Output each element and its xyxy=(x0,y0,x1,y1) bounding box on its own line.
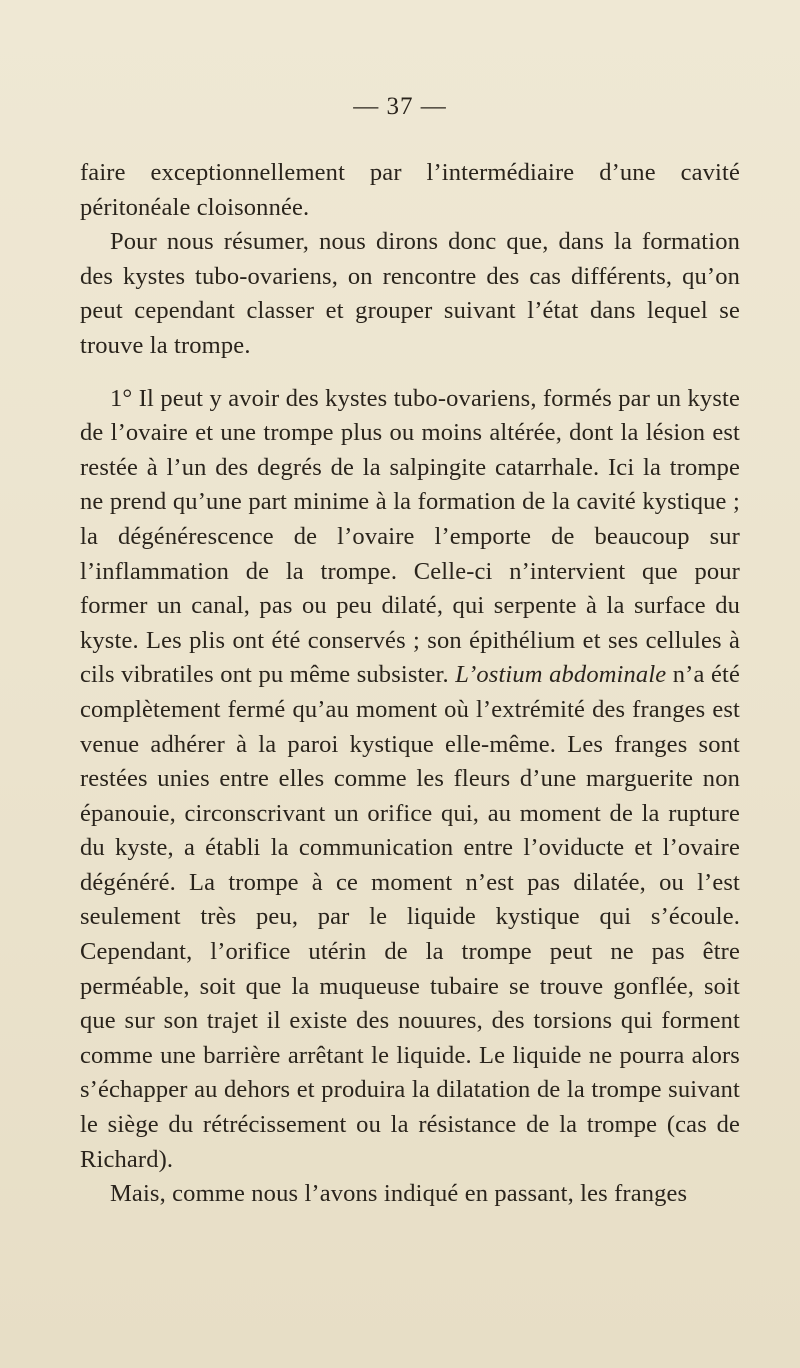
ostium-abdominale-italic: L’ostium abdominale xyxy=(455,661,667,689)
paragraph-4: Mais, comme nous l’avons indiqué en passant, les franges xyxy=(110,1180,688,1208)
paragraph-3 xyxy=(80,382,740,1178)
paragraph-2: Pour nous résumer, nous dirons donc que, dans la formation des kystes tubo-ovariens, on rencontre des cas différents, qu’on peut cependant classer et grouper suivant l’état dans lequel se trouve la trompe. xyxy=(80,228,740,359)
paragraph-3-text-before: 1° Il peut y avoir des kystes tubo-ovariens, formés par un kyste de l’ovaire et une trompe plus ou moins altérée, dont la lésion est restée à l’un des degrés de la salpingite catarrhale. Ici la trompe ne prend qu’une part minime à la formation de la cavité kystique ; la dégénérescence de l’ovaire l’emporte de beaucoup sur l’inflammation de la trompe. Celle-ci n’intervient que pour former un canal, pas ou peu dilaté, qui serpente à la surface du kyste. Les plis ont été conservés ; son épithélium et ses cellules à cils vibratiles ont pu même subsister. xyxy=(80,384,740,689)
paragraph-3-text-after: n’a été complètement fermé qu’au moment où l’extrémité des franges est venue adhérer à la paroi kystique elle-même. Les franges sont restées unies entre elles comme les fleurs d’une marguerite non épanouie, circonscrivant un orifice qui, au moment de la rupture du kyste, a établi la communication entre l’oviducte et l’ovaire dégénéré. La trompe à ce moment n’est pas dilatée, ou l’est seulement très peu, par le liquide kystique qui s’écoule. Cependant, l’orifice utérin de la trompe peut ne pas être perméable, soit que la muqueuse tubaire se trouve gonflée, soit que sur son trajet il existe des nouures, des torsions qui forment comme une barrière arrêtant le liquide. Le liquide ne pourra alors s’échapper au dehors et produira la dilatation de la trompe suivant le siège du rétrécissement ou la résistance de la trompe (cas de Richard). xyxy=(80,661,740,1173)
page-number: — 37 — xyxy=(353,93,447,120)
paragraph-1: faire exceptionnellement par l’intermédiaire d’une cavité péritonéale cloisonnée. xyxy=(80,159,740,221)
body-text xyxy=(80,156,740,1212)
